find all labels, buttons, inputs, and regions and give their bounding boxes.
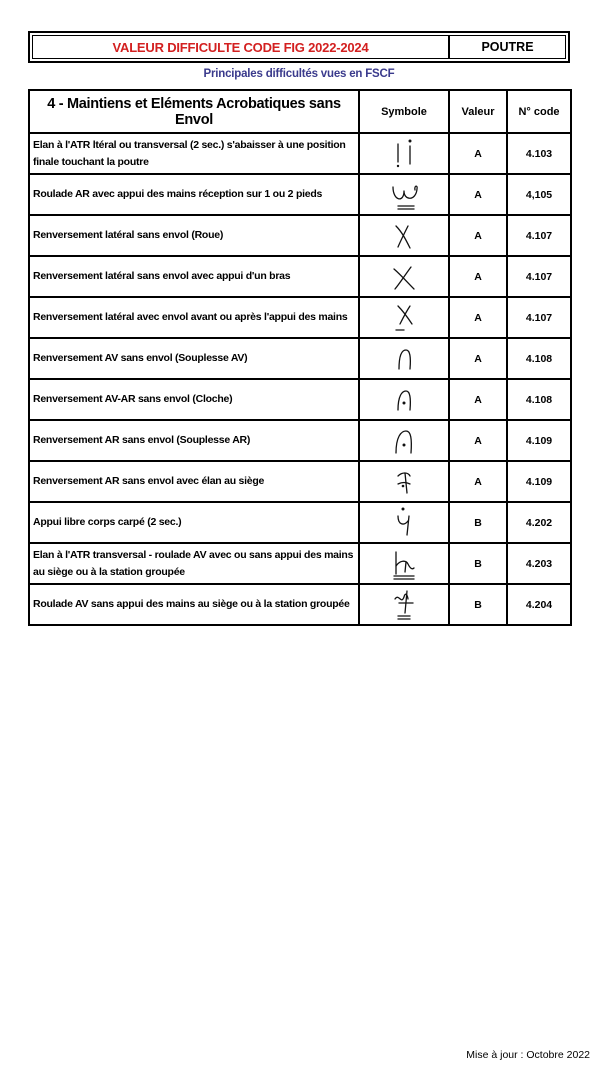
back-walkover-symbol: [374, 423, 434, 459]
subtitle: Principales difficultés vues en FSCF: [203, 68, 395, 80]
element-description: Renversement AR sans envol avec élan au siège: [29, 461, 359, 502]
document-title: VALEUR DIFFICULTE CODE FIG 2022-2024: [33, 36, 450, 58]
element-value: A: [449, 174, 507, 215]
element-description: Roulade AV sans appui des mains au siège ou à la station groupée: [29, 584, 359, 625]
table-row: [29, 174, 571, 215]
element-code: 4.103: [507, 133, 571, 174]
table-row: [29, 502, 571, 543]
element-value: A: [449, 420, 507, 461]
column-header-symbol: Symbole: [359, 90, 449, 133]
element-value: A: [449, 215, 507, 256]
table-row: [29, 420, 571, 461]
element-symbol-cell: [359, 420, 449, 461]
element-code: 4.109: [507, 420, 571, 461]
handstand-roll-symbol: [374, 546, 434, 582]
table-row: [29, 338, 571, 379]
element-code: 4.203: [507, 543, 571, 584]
element-value: B: [449, 584, 507, 625]
element-description: Renversement AV-AR sans envol (Cloche): [29, 379, 359, 420]
forward-roll-symbol: [374, 587, 434, 623]
element-symbol-cell: [359, 543, 449, 584]
element-symbol-cell: [359, 338, 449, 379]
element-description: Renversement latéral sans envol avec appui d'un bras: [29, 256, 359, 297]
element-code: 4.108: [507, 338, 571, 379]
cartwheel-symbol: [374, 218, 434, 254]
element-description: Renversement latéral avec envol avant ou après l'appui des mains: [29, 297, 359, 338]
element-symbol-cell: [359, 133, 449, 174]
front-walkover-symbol: [374, 341, 434, 377]
table-row: [29, 215, 571, 256]
element-code: 4.109: [507, 461, 571, 502]
table-row: [29, 133, 571, 174]
table-row: [29, 461, 571, 502]
element-code: 4.204: [507, 584, 571, 625]
element-description: Roulade AR avec appui des mains réception sur 1 ou 2 pieds: [29, 174, 359, 215]
element-code: 4.107: [507, 215, 571, 256]
column-header-code: N° code: [507, 90, 571, 133]
back-walkover-seat-symbol: [374, 464, 434, 500]
table-row: [29, 584, 571, 625]
element-value: B: [449, 502, 507, 543]
one-arm-cartwheel-symbol: [374, 259, 434, 295]
table-row: [29, 379, 571, 420]
front-back-walkover-symbol: [374, 382, 434, 418]
element-description: Renversement AR sans envol (Souplesse AR): [29, 420, 359, 461]
element-symbol-cell: [359, 461, 449, 502]
handstand-lower-symbol: [374, 136, 434, 172]
update-date: Mise à jour : Octobre 2022: [466, 1049, 590, 1061]
element-symbol-cell: [359, 379, 449, 420]
element-value: A: [449, 256, 507, 297]
header-box: [28, 31, 570, 63]
element-description: Renversement latéral sans envol (Roue): [29, 215, 359, 256]
element-description: Elan à l'ATR ltéral ou transversal (2 sec.) s'abaisser à une position finale touchant la poutre: [29, 133, 359, 174]
element-symbol-cell: [359, 174, 449, 215]
table-row: [29, 543, 571, 584]
element-symbol-cell: [359, 215, 449, 256]
element-value: B: [449, 543, 507, 584]
element-code: 4.202: [507, 502, 571, 543]
element-code: 4.107: [507, 297, 571, 338]
element-value: A: [449, 379, 507, 420]
difficulty-table: [28, 89, 572, 626]
element-symbol-cell: [359, 297, 449, 338]
element-value: A: [449, 338, 507, 379]
element-value: A: [449, 461, 507, 502]
element-code: 4.107: [507, 256, 571, 297]
table-row: [29, 256, 571, 297]
element-code: 4.108: [507, 379, 571, 420]
element-symbol-cell: [359, 256, 449, 297]
backward-roll-symbol: [374, 177, 434, 213]
apparatus-label: POUTRE: [481, 40, 534, 54]
column-header-value: Valeur: [449, 90, 507, 133]
element-description: Elan à l'ATR transversal - roulade AV avec ou sans appui des mains au siège ou à la station groupée: [29, 543, 359, 584]
header-inner: [32, 35, 566, 59]
element-description: Renversement AV sans envol (Souplesse AV): [29, 338, 359, 379]
element-value: A: [449, 297, 507, 338]
element-symbol-cell: [359, 502, 449, 543]
pike-support-symbol: [374, 505, 434, 541]
section-title: 4 - Maintiens et Eléments Acrobatiques sans Envol: [29, 90, 359, 133]
table-header-row: [29, 90, 571, 133]
element-symbol-cell: [359, 584, 449, 625]
flight-cartwheel-symbol: [374, 300, 434, 336]
element-description: Appui libre corps carpé (2 sec.): [29, 502, 359, 543]
table-row: [29, 297, 571, 338]
element-value: A: [449, 133, 507, 174]
element-code: 4,105: [507, 174, 571, 215]
